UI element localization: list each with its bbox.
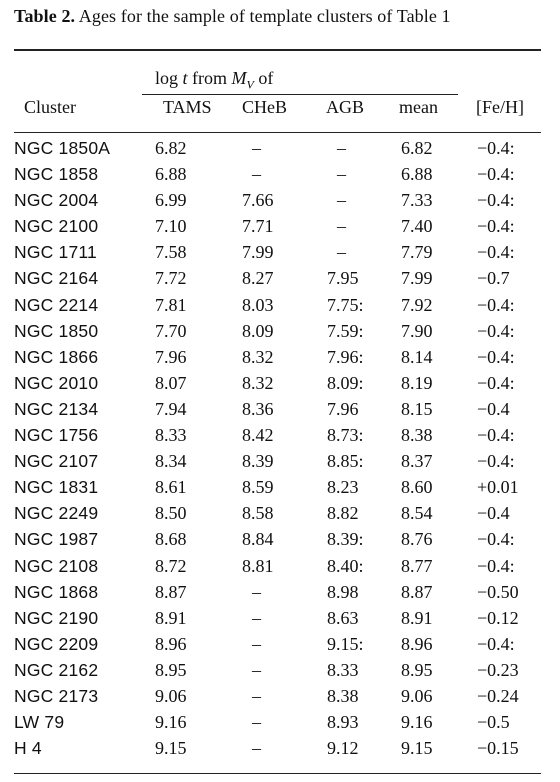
data-table [10, 137, 545, 763]
cell-tams: 8.87 [155, 581, 187, 602]
cell-cheb: 8.09 [242, 320, 274, 341]
table-row [10, 450, 545, 476]
table-row [10, 372, 545, 398]
header-tams: TAMS [163, 97, 212, 117]
cell-mean: 8.60 [401, 477, 433, 498]
cell-cheb: 8.59 [242, 477, 274, 498]
cell-cheb: 7.66 [242, 190, 274, 211]
cell-tams: 8.61 [155, 477, 187, 498]
table-row [10, 737, 545, 763]
bottom-rule [14, 773, 541, 774]
cell-tams: 7.70 [155, 320, 187, 341]
cell-agb: 7.95 [327, 268, 359, 289]
cell-feh: −0.5 [477, 712, 510, 733]
caption-label: Table 2. [14, 6, 76, 26]
cell-agb: 8.33 [327, 659, 359, 680]
cell-mean: 8.76 [401, 529, 433, 550]
cell-mean: 6.88 [401, 164, 433, 185]
cell-tams: 6.88 [155, 164, 187, 185]
group-header [155, 68, 273, 93]
cell-cluster: NGC 2190 [14, 607, 99, 628]
cell-cheb: – [252, 607, 261, 628]
cell-agb: 7.96 [327, 398, 359, 419]
table-row [10, 476, 545, 502]
table-row [10, 555, 545, 581]
cell-tams: 8.72 [155, 555, 187, 576]
cell-mean: 7.33 [401, 190, 433, 211]
cell-agb: 7.59: [327, 320, 364, 341]
table-row [10, 163, 545, 189]
cell-agb: – [337, 242, 346, 263]
cell-mean: 7.99 [401, 268, 433, 289]
cell-mean: 8.87 [401, 581, 433, 602]
header-mean: mean [399, 97, 438, 117]
cell-feh: −0.4: [477, 555, 515, 576]
cell-cheb: 8.39 [242, 451, 274, 472]
cell-feh: −0.4: [477, 633, 515, 654]
cell-agb: 8.93 [327, 712, 359, 733]
table-row [10, 215, 545, 241]
cell-feh: −0.12 [477, 607, 519, 628]
cell-cheb: 7.71 [242, 216, 274, 237]
cell-cluster: NGC 2164 [14, 268, 99, 289]
cell-cheb: 8.27 [242, 268, 274, 289]
cell-tams: 7.81 [155, 294, 187, 315]
cell-mean: 8.38 [401, 425, 433, 446]
cell-mean: 9.06 [401, 685, 433, 706]
cell-cluster: NGC 2108 [14, 555, 99, 576]
cell-feh: −0.4: [477, 138, 515, 158]
cell-cheb: 8.32 [242, 372, 274, 393]
cell-feh: −0.4: [477, 320, 515, 341]
cell-mean: 8.37 [401, 451, 433, 472]
table-row [10, 346, 545, 372]
cell-cheb: 8.58 [242, 503, 274, 524]
cell-agb: – [337, 216, 346, 237]
cell-cluster: NGC 2010 [14, 372, 99, 393]
cell-cluster: NGC 1858 [14, 164, 99, 185]
cell-tams: 8.50 [155, 503, 187, 524]
cell-agb: 8.98 [327, 581, 359, 602]
cell-cluster: NGC 1850A [14, 138, 111, 158]
cell-cluster: NGC 1756 [14, 425, 99, 446]
cell-cluster: NGC 2107 [14, 451, 99, 472]
cell-agb: 8.73: [327, 425, 364, 446]
table-row [10, 137, 545, 163]
cell-cheb: – [252, 581, 261, 602]
cell-agb: 8.09: [327, 372, 364, 393]
table-row [10, 633, 545, 659]
cell-feh: −0.50 [477, 581, 519, 602]
cell-agb: 8.38 [327, 685, 359, 706]
cell-cheb: – [252, 633, 261, 654]
table-page [10, 6, 545, 776]
cell-mean: 6.82 [401, 138, 433, 158]
table-row [10, 320, 545, 346]
cell-tams: 9.15 [155, 738, 187, 759]
cell-feh: −0.15 [477, 738, 519, 759]
table-row [10, 241, 545, 267]
header-rule [14, 132, 541, 133]
cell-mean: 9.16 [401, 712, 433, 733]
cell-tams: 7.94 [155, 398, 187, 419]
top-rule [14, 49, 541, 51]
cell-cheb: 8.81 [242, 555, 274, 576]
table-row [10, 424, 545, 450]
cell-mean: 8.15 [401, 398, 433, 419]
cell-cluster: NGC 2173 [14, 685, 99, 706]
cell-feh: −0.4: [477, 451, 515, 472]
cell-mean: 8.96 [401, 633, 433, 654]
cell-cheb: – [252, 138, 261, 158]
cell-cluster: NGC 1831 [14, 477, 99, 498]
table-row [10, 685, 545, 711]
cell-agb: – [337, 190, 346, 211]
cell-agb: 7.75: [327, 294, 364, 315]
cell-mean: 8.54 [401, 503, 433, 524]
cell-cluster: LW 79 [14, 712, 65, 733]
cell-feh: −0.4: [477, 425, 515, 446]
cell-cluster: NGC 2100 [14, 216, 99, 237]
cell-agb: 8.85: [327, 451, 364, 472]
cell-cheb: 8.32 [242, 346, 274, 367]
cell-cluster: NGC 1987 [14, 529, 99, 550]
cell-feh: −0.4 [477, 398, 510, 419]
cell-cheb: 8.42 [242, 425, 274, 446]
cell-cluster: NGC 1711 [14, 242, 97, 263]
cell-tams: 6.82 [155, 138, 187, 158]
cell-feh: −0.4: [477, 190, 515, 211]
cell-mean: 8.77 [401, 555, 433, 576]
header-cheb: CHeB [242, 97, 287, 117]
table-row [10, 267, 545, 293]
cell-feh: −0.23 [477, 659, 519, 680]
cell-cluster: NGC 1868 [14, 581, 99, 602]
cell-cluster: H 4 [14, 738, 42, 759]
cell-agb: 9.12 [327, 738, 359, 759]
cell-cluster: NGC 2004 [14, 190, 99, 211]
group-header-text: log t from $M_V$ of [155, 68, 274, 92]
cell-feh: −0.4: [477, 529, 515, 550]
cell-agb: 7.96: [327, 346, 364, 367]
cell-tams: 7.58 [155, 242, 187, 263]
header-agb: AGB [326, 97, 365, 117]
table-row [10, 711, 545, 737]
cell-cheb: – [252, 738, 261, 759]
cell-cheb: 8.84 [242, 529, 274, 550]
cell-cluster: NGC 2214 [14, 294, 99, 315]
cell-tams: 8.33 [155, 425, 187, 446]
cell-tams: 7.10 [155, 216, 187, 237]
cell-cluster: NGC 2249 [14, 503, 99, 524]
cell-feh: −0.4: [477, 346, 515, 367]
cell-tams: 8.91 [155, 607, 187, 628]
cell-agb: 8.39: [327, 529, 364, 550]
cell-mean: 7.79 [401, 242, 433, 263]
cell-feh: −0.4: [477, 294, 515, 315]
cell-agb: 8.23 [327, 477, 359, 498]
table-row [10, 581, 545, 607]
cell-cluster: NGC 2209 [14, 633, 99, 654]
cell-agb: 9.15: [327, 633, 364, 654]
cell-tams: 8.95 [155, 659, 187, 680]
cell-cheb: 7.99 [242, 242, 274, 263]
cell-feh: −0.7 [477, 268, 510, 289]
cell-tams: 9.16 [155, 712, 187, 733]
cell-mean: 7.90 [401, 320, 433, 341]
header-cluster: Cluster [24, 97, 76, 117]
cell-agb: 8.40: [327, 555, 364, 576]
cell-tams: 8.07 [155, 372, 187, 393]
cell-agb: – [337, 164, 346, 185]
group-header-rule [142, 94, 458, 95]
cell-cheb: – [252, 164, 261, 185]
cell-mean: 8.14 [401, 346, 433, 367]
caption-text: Ages for the sample of template clusters of Table 1 [75, 6, 451, 26]
cell-feh: −0.24 [477, 685, 519, 706]
table-row [10, 189, 545, 215]
cell-tams: 8.68 [155, 529, 187, 550]
cell-mean: 7.92 [401, 294, 433, 315]
cell-feh: +0.01 [477, 477, 519, 498]
cell-agb: 8.63 [327, 607, 359, 628]
table-row [10, 528, 545, 554]
cell-feh: −0.4: [477, 164, 515, 185]
cell-cheb: – [252, 712, 261, 733]
cell-mean: 8.95 [401, 659, 433, 680]
cell-cheb: – [252, 685, 261, 706]
header-feh: [Fe/H] [476, 97, 524, 117]
cell-mean: 8.19 [401, 372, 433, 393]
cell-mean: 9.15 [401, 738, 433, 759]
table-row [10, 659, 545, 685]
cell-tams: 7.96 [155, 346, 187, 367]
cell-tams: 9.06 [155, 685, 187, 706]
cell-tams: 7.72 [155, 268, 187, 289]
table-row [10, 607, 545, 633]
cell-mean: 7.40 [401, 216, 433, 237]
table-row [10, 502, 545, 528]
cell-tams: 8.96 [155, 633, 187, 654]
cell-feh: −0.4: [477, 242, 515, 263]
cell-feh: −0.4 [477, 503, 510, 524]
cell-cheb: 8.03 [242, 294, 274, 315]
cell-tams: 8.34 [155, 451, 187, 472]
cell-tams: 6.99 [155, 190, 187, 211]
cell-cheb: – [252, 659, 261, 680]
cell-cluster: NGC 2162 [14, 659, 99, 680]
cell-cluster: NGC 1850 [14, 320, 99, 341]
cell-cheb: 8.36 [242, 398, 274, 419]
cell-cluster: NGC 1866 [14, 346, 99, 367]
cell-agb: – [337, 138, 346, 158]
table-row [10, 398, 545, 424]
cell-feh: −0.4: [477, 216, 515, 237]
cell-cluster: NGC 2134 [14, 398, 99, 419]
cell-feh: −0.4: [477, 372, 515, 393]
table-row [10, 294, 545, 320]
cell-agb: 8.82 [327, 503, 359, 524]
cell-mean: 8.91 [401, 607, 433, 628]
table-caption [14, 6, 451, 27]
